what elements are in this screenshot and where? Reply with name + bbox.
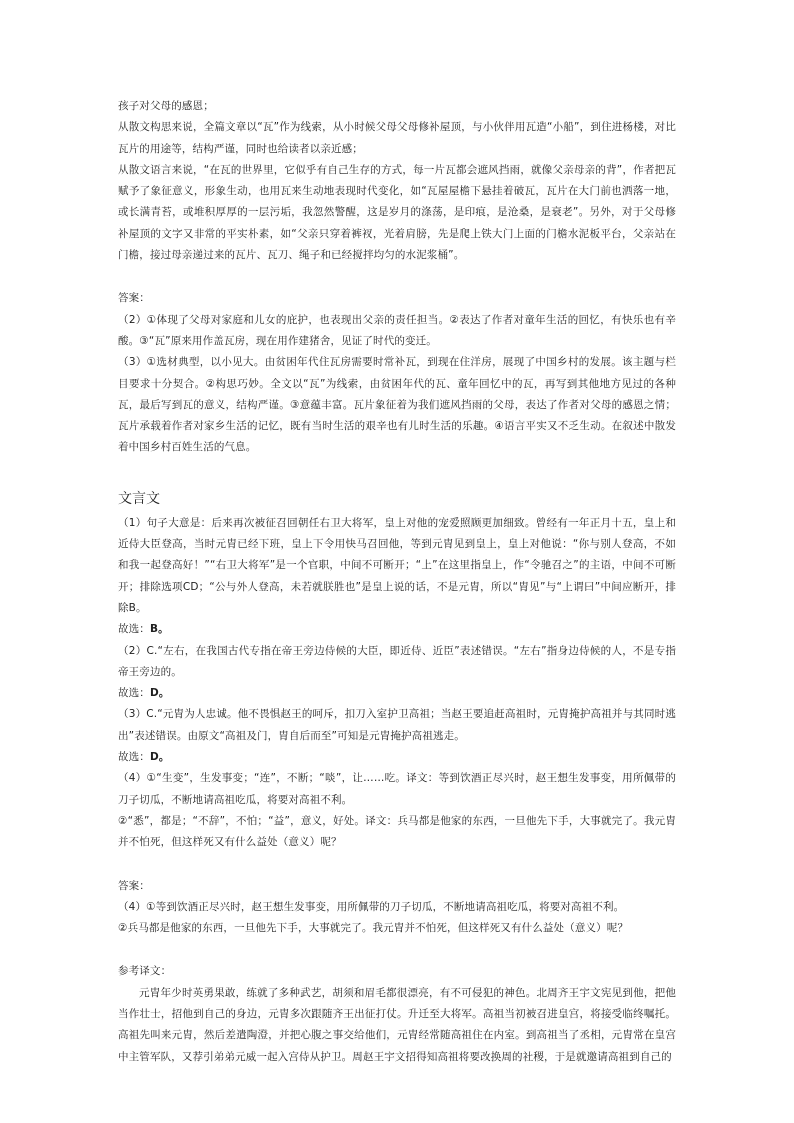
intro-label: 孩子对父母的感恩； xyxy=(118,100,214,112)
answer-prefix: 故选： xyxy=(118,751,150,764)
spacer xyxy=(118,939,676,961)
answer-choice: B。 xyxy=(149,623,169,636)
answer-choice: D。 xyxy=(149,687,170,700)
question-2-answer xyxy=(118,683,676,704)
answer-section-1 xyxy=(118,288,676,458)
question-3-explanation: （3）C.“元胄为人忠诚。他不畏惧赵王的呵斥，扣刀入室护卫高祖；当赵王要追赶高祖时，元胄掩护高祖并与其同时逃出”表述错误。由原文“高祖及门，胄自后而至”可知是元胄掩护高祖逃走。 xyxy=(118,708,676,742)
translation-label: 参考译文： xyxy=(118,965,172,978)
language-paragraph: 从散文语言来说，“在瓦的世界里，它似乎有自己生存的方式，每一片瓦都会遮风挡雨，就像父亲母亲的背”，作者把瓦赋予了象征意义，形象生动，也用瓦来生动地表现时代变化，如“瓦屋屋檐下悬挂着破瓦，瓦片在大门前也洒落一地，或长满青苔，或堆积厚厚的一层污垢，我忽然警醒，这是岁月的涤荡，是印痕，是沧桑，是衰老”。另外，对于父母修补屋顶的文字又非常的平实朴素，如“父亲只穿着裤衩，光着肩膀，先是爬上铁大门上面的门檐水泥板平台，父亲站在门檐，接过母亲递过来的瓦片、瓦刀、绳子和已经搅拌均匀的水泥浆桶”。 xyxy=(118,163,676,262)
spacer xyxy=(118,459,676,481)
question-4-part-1: （4）①“生变”，生发事变；“连”，不断；“啖”，让……吃。译文：等到饮酒正尽兴时，赵王想生发事变，用所佩带的刀子切瓜，不断地请高祖吃瓜，将要对高祖不利。 xyxy=(118,772,676,806)
question-4-part-2: ②“悉”，都是；“不辞”，不怕；“益”，意义，好处。译文：兵马都是他家的东西，一旦他先下手，大事就完了。我元胄并不怕死，但这样死又有什么益处（意义）呢？ xyxy=(118,814,676,849)
translation-paragraph: 元胄年少时英勇果敢，练就了多种武艺，胡须和眉毛都很漂亮，有不可侵犯的神色。北周齐王宇文宪见到他，把他当作壮士，招他到自己的身边，元胄多次跟随齐王出征打仗。升迁至大将军。高祖当初被召进皇宫，将接受临终嘱托。高祖先叫来元胄，然后差遣陶澄，并把心腹之事交给他们，元胄经常随高祖住在内室。到高祖当了丞相，元胄常在皇宫中主管军队，又荐引弟弟元威一起入宫侍从护卫。周赵王宇文招得知高祖将要改换周的社稷，于是就邀请高祖到自己的 xyxy=(118,986,676,1063)
answer-label: 答案： xyxy=(118,292,150,305)
question-3-answer xyxy=(118,747,676,768)
answer-line-1: （4）①等到饮酒正尽兴时，赵王想生发事变，用所佩带的刀子切瓜，不断地请高祖吃瓜，将要对高祖不利。 xyxy=(118,900,625,913)
question-1-answer xyxy=(118,619,676,640)
translation-section xyxy=(118,961,676,1067)
answer-label: 答案： xyxy=(118,879,150,892)
answer-line-2: ②兵马都是他家的东西，一旦他先下手，大事就完了。我元胄并不怕死，但这样死又有什么益处（意义）呢？ xyxy=(118,922,629,935)
spacer xyxy=(118,266,676,288)
section-heading: 文言文 xyxy=(118,490,160,507)
answer-section-2 xyxy=(118,876,676,940)
answer-choice: D。 xyxy=(149,751,170,764)
structure-paragraph: 从散文构思来说，全篇文章以“瓦”作为线索，从小时候父母父母修补屋顶，与小伙伴用瓦造“小船”，到住进杨楼，对比瓦片的用途等，结构严谨，同时也给读者以亲近感； xyxy=(118,121,676,155)
answer-item-2: （2）①体现了父母对家庭和儿女的庇护，也表现出父亲的责任担当。②表达了作者对童年生活的回忆，有快乐也有辛酸。③“瓦”原来用作盖瓦房，现在用作建猪舍，见证了时代的变迁。 xyxy=(118,313,676,347)
classical-chinese-section xyxy=(118,513,676,854)
question-2-explanation: （2）C.“左右，在我国古代专指在帝王旁边侍候的大臣，即近侍、近臣”表述错误。“左右”指身边侍候的人，不是专指帝王旁边的。 xyxy=(118,644,676,678)
answer-prefix: 故选： xyxy=(118,687,150,700)
answer-prefix: 故选： xyxy=(118,623,150,636)
question-1-explanation: （1）句子大意是：后来再次被征召回朝任右卫大将军，皇上对他的宠爱照顾更加细致。曾经有一年正月十五，皇上和近侍大臣登高，当时元胄已经下班，皇上下令用快马召回他，等到元胄见到皇上，皇上对他说：“你与别人登高，不如和我一起登高好！”“右卫大将军”是一个官职，中间不可断开；“上”在这里指皇上，作“令驰召之”的主语，中间不可断开；排除选项CD；“公与外人登高，未若就朕胜也”是皇上说的话，不是元胄，所以“胄见”与“上谓曰”中间应断开，排除B。 xyxy=(118,516,676,614)
spacer xyxy=(118,854,676,876)
answer-item-3: （3）①选材典型，以小见大。由贫困年代住瓦房需要时常补瓦，到现在住洋房，展现了中国乡村的发展。该主题与栏目要求十分契合。②构思巧妙。全文以“瓦”为线索，由贫困年代的瓦、童年回忆中的瓦，再写到其他地方见过的各种瓦，最后写到瓦的意义，结构严谨。③意蕴丰富。瓦片象征着为我们遮风挡雨的父母，表达了作者对父母的感恩之情；瓦片承载着作者对家乡生活的记忆，既有当时生活的艰辛也有儿时生活的乐趣。④语言平实又不乏生动。在叙述中散发着中国乡村百姓生活的气息。 xyxy=(118,356,676,454)
essay-analysis-section xyxy=(118,96,676,266)
